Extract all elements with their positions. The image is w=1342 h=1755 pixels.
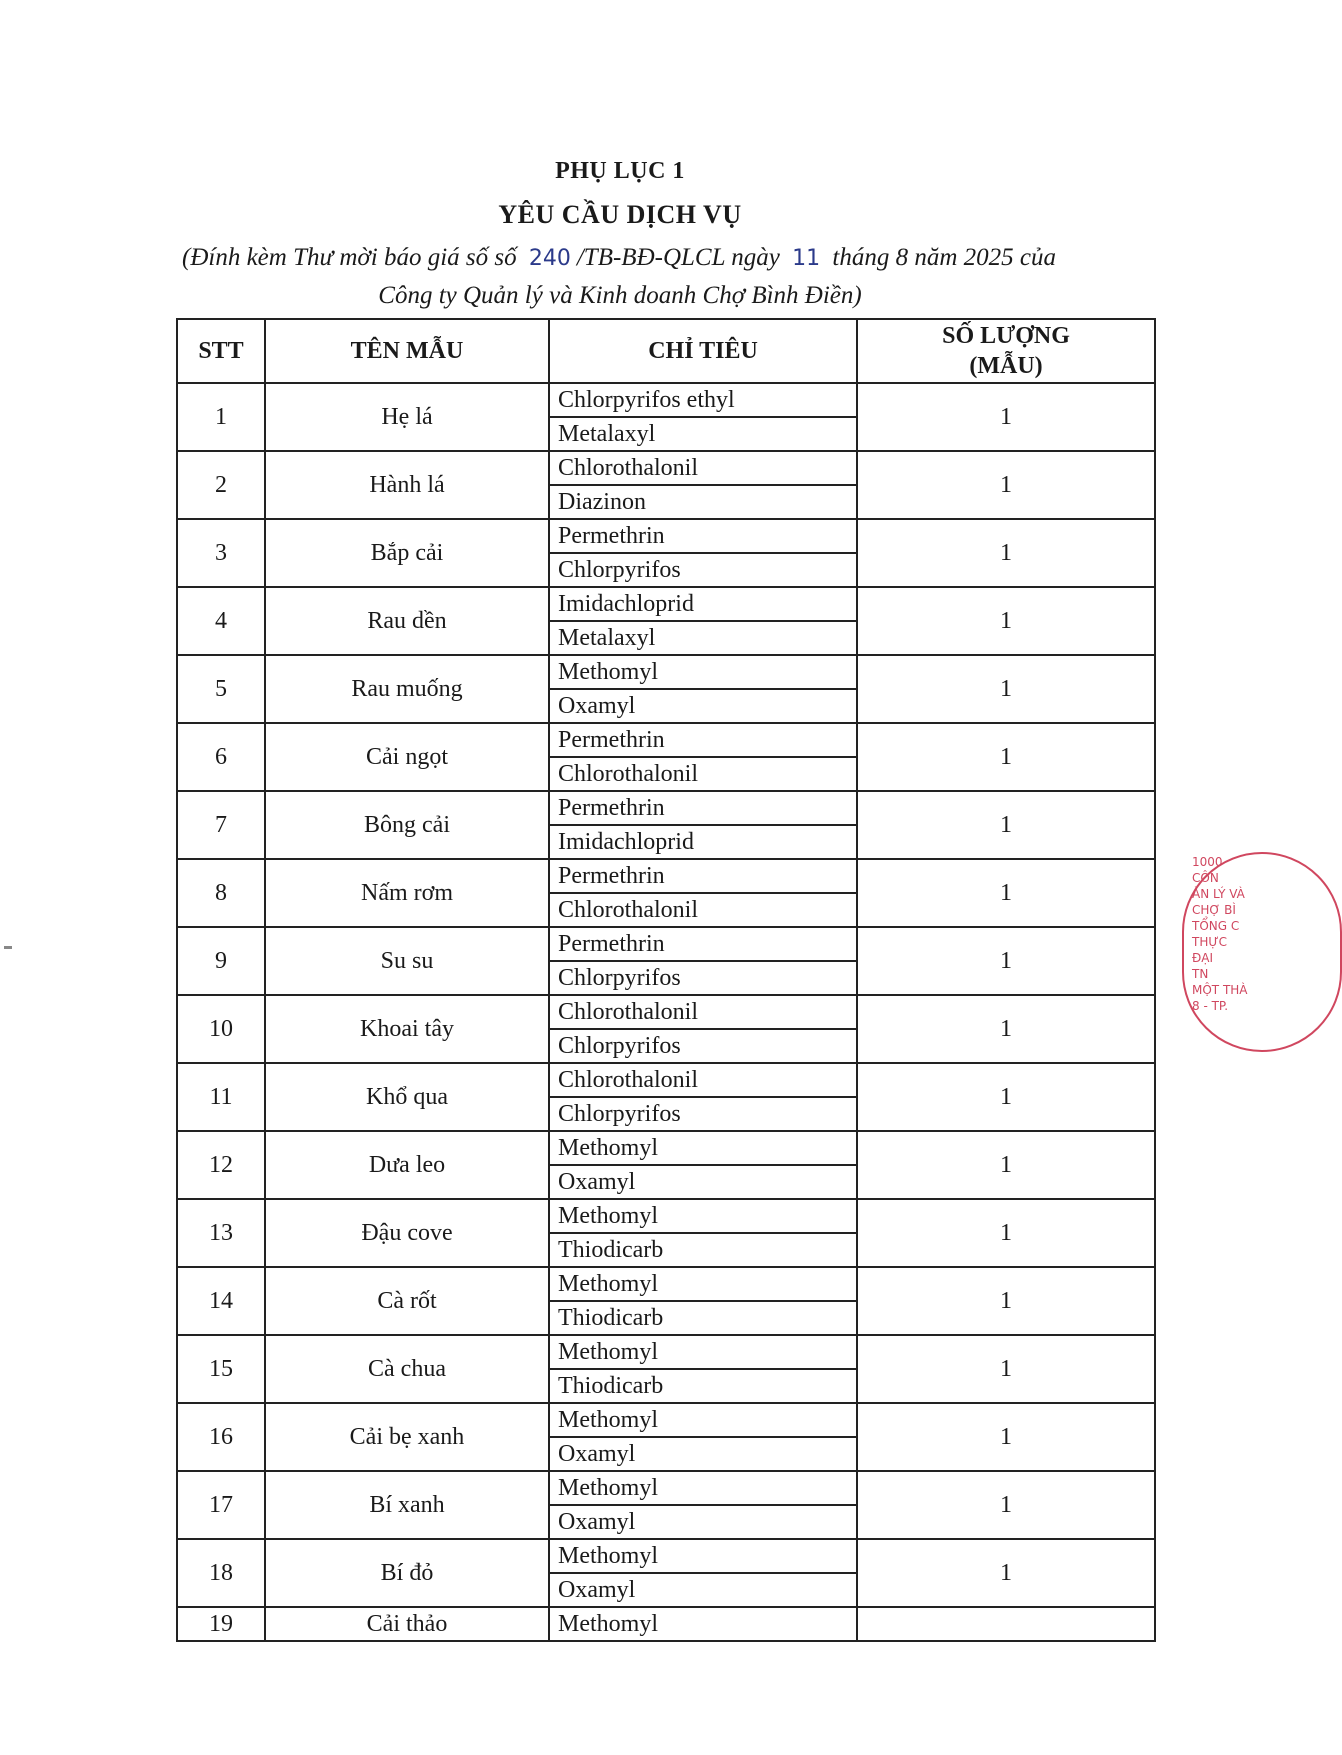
table-row [177,1131,1155,1165]
row-indicator: Imidachloprid [549,825,857,859]
table-row [177,655,1155,689]
table-row [177,995,1155,1029]
row-stt: 6 [177,723,265,791]
row-indicator: Oxamyl [549,1573,857,1607]
table-row [177,1471,1155,1505]
row-stt: 12 [177,1131,265,1199]
stamp-text-line: CÔN [1192,871,1219,885]
row-sample-name: Khoai tây [265,995,549,1063]
row-sample-name: Cải bẹ xanh [265,1403,549,1471]
row-stt: 19 [177,1607,265,1641]
row-sample-name: Bí đỏ [265,1539,549,1607]
row-stt: 16 [177,1403,265,1471]
attachment-note [182,244,1182,272]
row-sample-name: Hành lá [265,451,549,519]
row-quantity: 1 [857,927,1155,995]
table-row [177,859,1155,893]
row-indicator: Methomyl [549,1403,857,1437]
row-indicator: Chlorpyrifos [549,1097,857,1131]
row-sample-name: Bắp cải [265,519,549,587]
company-line: Công ty Quản lý và Kinh doanh Chợ Bình Điền) [378,282,862,309]
row-indicator: Methomyl [549,1539,857,1573]
row-quantity: 1 [857,723,1155,791]
row-quantity: 1 [857,451,1155,519]
scan-mark [4,946,12,949]
service-requirements-table [176,318,1156,1642]
row-indicator: Chlorpyrifos [549,961,857,995]
row-indicator: Permethrin [549,859,857,893]
row-quantity: 1 [857,859,1155,927]
row-indicator: Thiodicarb [549,1301,857,1335]
row-indicator: Metalaxyl [549,621,857,655]
row-quantity: 1 [857,1539,1155,1607]
row-stt: 4 [177,587,265,655]
table-row [177,1199,1155,1233]
row-stt: 7 [177,791,265,859]
row-sample-name: Su su [265,927,549,995]
row-sample-name: Bông cải [265,791,549,859]
row-quantity: 1 [857,995,1155,1063]
row-indicator: Permethrin [549,519,857,553]
row-sample-name: Bí xanh [265,1471,549,1539]
row-stt: 14 [177,1267,265,1335]
table-row [177,1539,1155,1573]
row-sample-name: Rau muống [265,655,549,723]
service-requirements-title: YÊU CẦU DỊCH VỤ [498,200,742,229]
row-quantity: 1 [857,791,1155,859]
row-quantity: 1 [857,1199,1155,1267]
row-indicator: Methomyl [549,1267,857,1301]
row-indicator: Diazinon [549,485,857,519]
stamp-text-line: MỘT THÀ [1192,983,1248,997]
appendix-title: PHỤ LỤC 1 [555,158,685,184]
row-stt: 8 [177,859,265,927]
row-indicator: Oxamyl [549,1165,857,1199]
row-stt: 3 [177,519,265,587]
attachment-middle: /TB-BĐ-QLCL ngày [576,244,780,271]
row-quantity: 1 [857,1471,1155,1539]
row-indicator: Thiodicarb [549,1233,857,1267]
row-stt: 9 [177,927,265,995]
table-row [177,927,1155,961]
stamp-text-line: ÀN LÝ VÀ [1192,887,1245,901]
row-quantity: 1 [857,1131,1155,1199]
row-quantity: 1 [857,587,1155,655]
attachment-prefix: (Đính kèm Thư mời báo giá số số [182,244,517,271]
attachment-suffix: tháng 8 năm 2025 của [832,244,1056,271]
row-sample-name: Cà rốt [265,1267,549,1335]
row-sample-name: Rau dền [265,587,549,655]
header-stt: STT [177,319,265,383]
table-body [177,383,1155,1641]
row-indicator: Permethrin [549,723,857,757]
row-indicator: Oxamyl [549,1505,857,1539]
row-indicator: Methomyl [549,1199,857,1233]
row-indicator: Chlorpyrifos [549,1029,857,1063]
row-sample-name: Cải ngọt [265,723,549,791]
row-sample-name: Khổ qua [265,1063,549,1131]
row-quantity: 1 [857,1063,1155,1131]
header-indicator: CHỈ TIÊU [549,319,857,383]
red-stamp [1182,852,1262,1052]
row-indicator: Thiodicarb [549,1369,857,1403]
row-indicator: Chlorothalonil [549,757,857,791]
row-sample-name: Cải thảo [265,1607,549,1641]
row-indicator: Chlorpyrifos [549,553,857,587]
row-sample-name: Dưa leo [265,1131,549,1199]
table-row [177,519,1155,553]
row-indicator: Methomyl [549,1131,857,1165]
table-row [177,791,1155,825]
table-row [177,587,1155,621]
table-header-row [177,319,1155,383]
row-indicator: Methomyl [549,1335,857,1369]
row-sample-name: Nấm rơm [265,859,549,927]
row-stt: 11 [177,1063,265,1131]
row-indicator: Oxamyl [549,1437,857,1471]
table-row [177,723,1155,757]
row-indicator: Chlorothalonil [549,451,857,485]
header-quantity-line2: (MẪU) [969,353,1043,379]
stamp-seal [1182,852,1342,1052]
row-quantity: 1 [857,519,1155,587]
row-sample-name: Đậu cove [265,1199,549,1267]
row-quantity: 1 [857,1267,1155,1335]
row-stt: 5 [177,655,265,723]
handwritten-doc-number: 240 [528,246,571,271]
row-stt: 15 [177,1335,265,1403]
row-indicator: Chlorothalonil [549,995,857,1029]
row-stt: 18 [177,1539,265,1607]
row-stt: 17 [177,1471,265,1539]
row-sample-name: Cà chua [265,1335,549,1403]
row-quantity: 1 [857,1335,1155,1403]
row-quantity: 1 [857,1403,1155,1471]
table-row [177,1267,1155,1301]
stamp-text-line: 1000 [1192,855,1223,869]
stamp-text-line: THỰC [1192,935,1228,949]
table-row [177,1403,1155,1437]
row-indicator: Methomyl [549,655,857,689]
row-sample-name: Hẹ lá [265,383,549,451]
row-stt: 2 [177,451,265,519]
stamp-text-line: TN [1192,967,1209,981]
row-indicator: Methomyl [549,1607,857,1641]
row-quantity [857,1607,1155,1641]
stamp-text-line: ĐẠI [1192,951,1214,965]
header-quantity-line1: SỐ LƯỢNG [942,323,1070,349]
row-indicator: Permethrin [549,927,857,961]
table-row [177,1063,1155,1097]
row-indicator: Chlorpyrifos ethyl [549,383,857,417]
stamp-text-line: 8 - TP. [1192,999,1229,1013]
stamp-text-line: TỔNG C [1192,919,1240,933]
row-stt: 1 [177,383,265,451]
row-indicator: Chlorothalonil [549,893,857,927]
header-sample-name: TÊN MẪU [265,319,549,383]
stamp-text-line: CHỢ BÌ [1192,903,1236,917]
row-indicator: Methomyl [549,1471,857,1505]
table-row [177,383,1155,417]
row-indicator: Oxamyl [549,689,857,723]
row-stt: 10 [177,995,265,1063]
handwritten-day: 11 [792,246,821,271]
row-indicator: Imidachloprid [549,587,857,621]
header-quantity [857,319,1155,383]
row-quantity: 1 [857,655,1155,723]
row-indicator: Permethrin [549,791,857,825]
row-indicator: Chlorothalonil [549,1063,857,1097]
table-row [177,1335,1155,1369]
row-stt: 13 [177,1199,265,1267]
table-row [177,1607,1155,1641]
row-quantity: 1 [857,383,1155,451]
table-row [177,451,1155,485]
row-indicator: Metalaxyl [549,417,857,451]
